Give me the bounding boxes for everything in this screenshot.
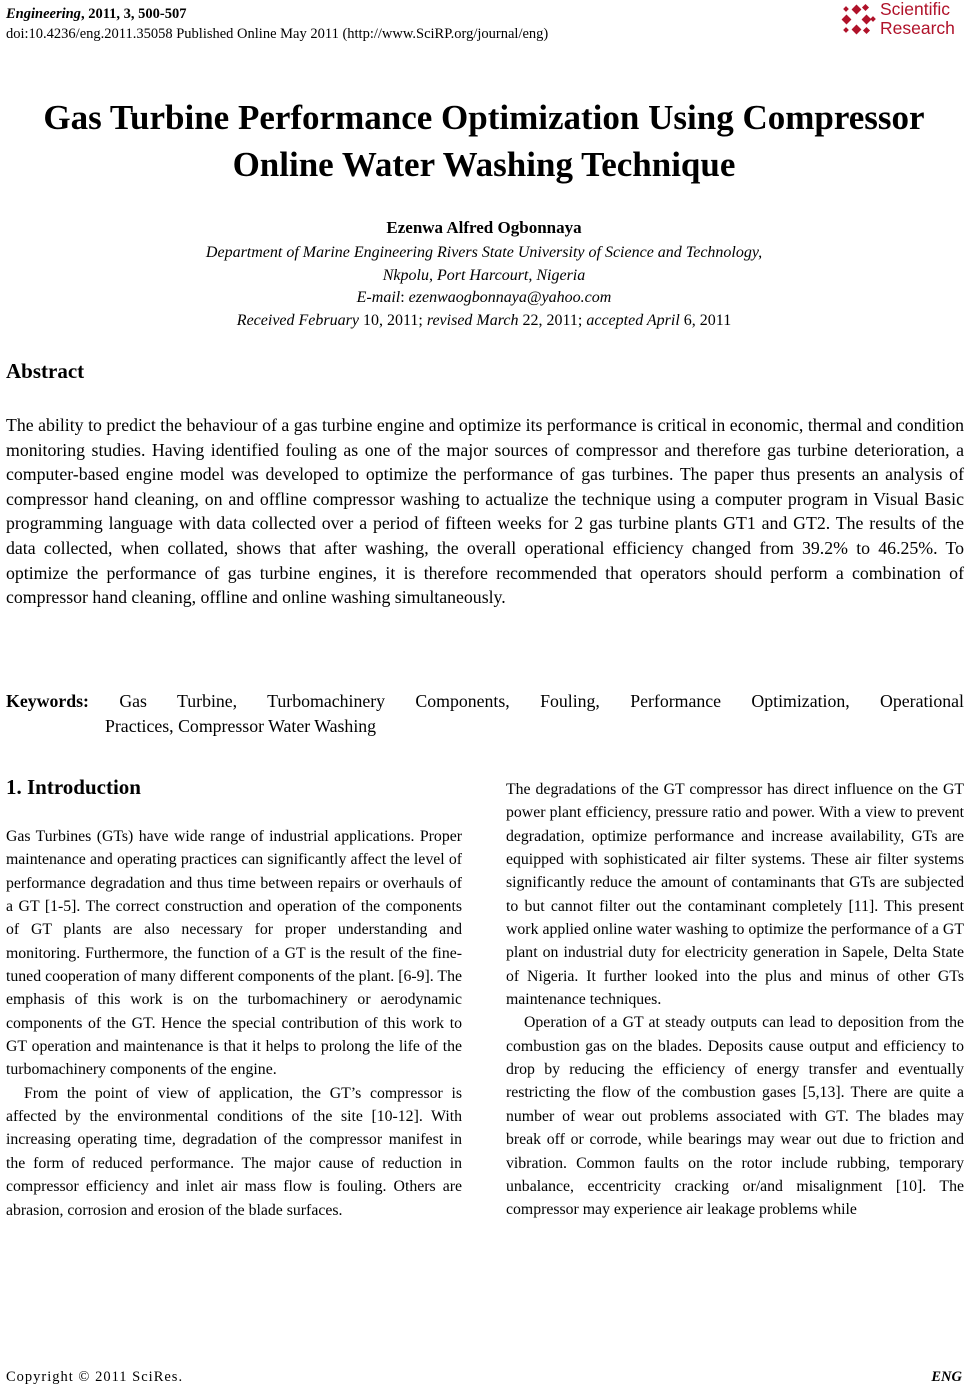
keywords-line-1 (6, 689, 964, 714)
publisher-logo (840, 0, 964, 42)
running-header (6, 4, 548, 44)
section-heading-introduction: 1. Introduction (6, 775, 141, 799)
affiliation-line-1: Department of Marine Engineering Rivers State University of Science and Technology, (205, 244, 763, 261)
keywords-block (6, 689, 964, 739)
logo-line-2: Research (880, 18, 955, 38)
logo-mark-icon (840, 1, 878, 39)
email-line: E-mail: ezenwaogbonnaya@yahoo.com (356, 289, 612, 306)
affiliation-block (0, 242, 968, 332)
affiliation-line-2: Nkpolu, Port Harcourt, Nigeria (382, 266, 586, 284)
doi-line: doi:10.4236/eng.2011.35058 Published Online May 2011 (http://www.SciRP.org/journal/eng) (6, 26, 549, 42)
intro-paragraph-3: The degradations of the GT compressor has direct influence on the GT power plant efficiency, pressure ratio and power. With a view to prevent degradation, optimize performance and increase availability, GTs are equipped with sophisticated air filter systems. These air filter systems significantly reduce the amount of contaminants that GTs are subjected to but cannot filter out the contaminant completely [11]. This present work applied online water washing to optimize the performance of a GT plant on industrial duty for electricity generation in Sapele, Delta State of Nigeria. It further looked into the plus and minus of other GTs maintenance techniques. (506, 781, 964, 1009)
abstract-heading: Abstract (6, 359, 85, 383)
journal-abbrev-footer: ENG (931, 1369, 962, 1385)
copyright-footer: Copyright © 2011 SciRes. (6, 1369, 184, 1385)
accepted-label: accepted April (586, 311, 680, 329)
email-address: ezenwaogbonnaya@yahoo.com (408, 289, 612, 306)
right-column (506, 778, 964, 1222)
keywords-line-2: Practices, Compressor Water Washing (105, 716, 377, 736)
dates-line (0, 310, 968, 333)
received-label: Received February (236, 311, 359, 329)
intro-paragraph-1: Gas Turbines (GTs) have wide range of industrial applications. Proper maintenance and operating practices can significantly affect the level of performance degradation and thus time between repairs or overhauls of a GT [1-5]. The correct construction and operation of the components of GT plants are also necessary for proper understanding and monitoring. Furthermore, the function of a GT is the result of the fine-tuned cooperation of many different components of the plant. [6-9]. The emphasis of this work is on the turbomachinery or aerodynamic components of the GT. Hence the special contribution of this work to GT operation and maintenance is that it helps to prolong the life of the turbomachinery components of the engine. (6, 828, 462, 1079)
left-column (6, 825, 462, 1222)
revised-date: 22, 2011; (518, 311, 587, 329)
intro-paragraph-2: From the point of view of application, the GT’s compressor is affected by the environmental conditions of the site [10-12]. With increasing operating time, degradation of the compressor manifest in the form of reduced performance. The major cause of reduction in compressor efficiency and inlet air mass flow is fouling. Others are abrasion, corrosion and erosion of the blade surfaces. (6, 1084, 462, 1219)
accepted-date: 6, 2011 (679, 311, 732, 329)
volume-pages: , 2011, 3, 500-507 (80, 6, 187, 22)
keywords-label: Keywords: (6, 691, 89, 711)
keywords-list-1: Gas Turbine, Turbomachinery Components, Fouling, Performance Optimization, Operational (119, 691, 964, 711)
received-date: 10, 2011; (358, 311, 427, 329)
intro-paragraph-4: Operation of a GT at steady outputs can lead to deposition from the combustion gas on the blades. Deposits cause output and efficiency to drop by reducing the efficiency of energy transfer and eventually restricting the flow of the combustion gases [5,13]. There are quite a number of wear out problems associated with GT. The blades may break off or corrode, while bearings may wear out due to friction and vibration. Common faults on the rotor include rubbing, temporary unbalance, eccentricity cracking or/and misalignment [10]. The compressor may experience air leakage problems while (506, 1014, 964, 1219)
logo-text (880, 0, 955, 38)
author-name: Ezenwa Alfred Ogbonnaya (386, 218, 582, 237)
email-label: E-mail (356, 289, 401, 306)
journal-name: Engineering (6, 6, 81, 22)
abstract-text: The ability to predict the behaviour of a gas turbine engine and optimize its performance is critical in economic, thermal and condition monitoring studies. Having identified fouling as one of the major sources of compressor and therefore gas turbine deterioration, a computer-based engine model was developed to optimize the performance of gas turbines. The paper thus presents an analysis of compressor hand cleaning, on and offline compressor washing to actualize the technique using a computer program in Visual Basic programming language with data collected over a period of fifteen weeks for 2 gas turbine plants GT1 and GT2. The results of the data collected, when collated, shows that after washing, the overall operational efficiency changed from 39.2% to 46.25%. To optimize the performance of gas turbine engines, it is therefore recommended that operators should perform a combination of compressor hand cleaning, offline and online washing simultaneously. (6, 415, 964, 608)
journal-citation (6, 4, 548, 24)
logo-line-1: Scientific (880, 0, 951, 19)
title-line-1: Gas Turbine Performance Optimization Using Compressor (43, 98, 925, 137)
title-line-2: Online Water Washing Technique (232, 145, 736, 184)
paper-title (0, 94, 968, 188)
revised-label: revised March (426, 311, 519, 329)
